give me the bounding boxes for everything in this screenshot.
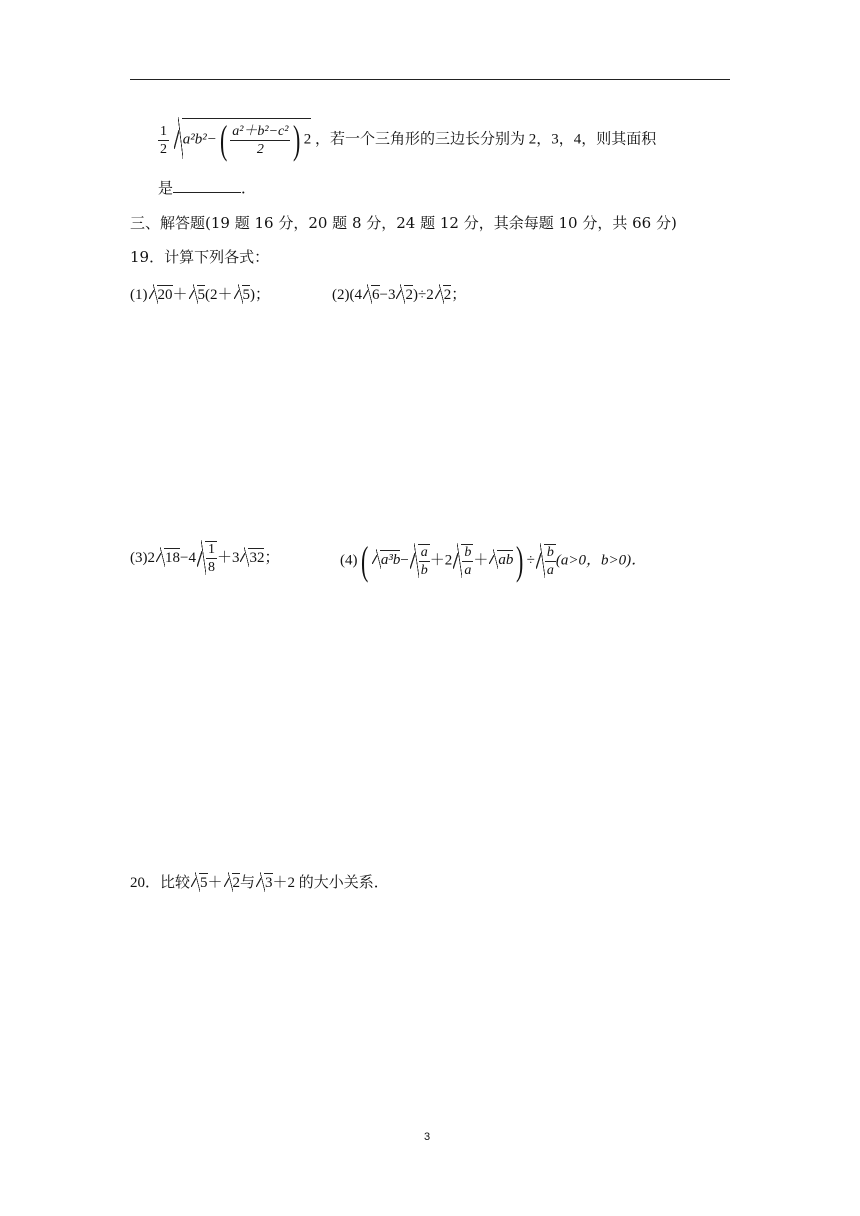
inner-fraction: $\frac{\text{a²＋b²−c²}}{2}$ (232, 123, 289, 157)
answer-blank (173, 178, 241, 193)
q20: 20．比较 5＋ 2与 3＋2 的大小关系． (130, 875, 389, 891)
formula-continuation: 是 ． (158, 179, 257, 197)
q19-stem: 19．计算下列各式： (130, 248, 270, 266)
q19-part3: (3)2 18−4 $\frac{1}{8}$ ＋3 32； (130, 542, 280, 575)
half-fraction: $\frac{1}{2}$ (160, 123, 167, 157)
section-heading: 三、解答题(19 题 16 分，20 题 8 分，24 题 12 分，其余每题 10 分，共 66 分) (130, 214, 677, 232)
big-radical: a²b²−( $\frac{\text{a²＋b²−c²}}{2}$ ) 2 (174, 118, 312, 160)
formula-line (158, 118, 656, 160)
header-rule (130, 79, 730, 80)
q19-part1: (1) 20＋ 5(2＋ 5)； (130, 287, 271, 303)
q19-part2: (2)(4 6−3 2)÷2 2； (332, 287, 467, 303)
q19-part4: (4)( a³b− $\frac{a}{b}$ ＋2 $\frac{b}{a}$ ＋ ab) ÷ $\frac{b}{a}$ (a>0，b>0)． (340, 538, 647, 583)
formula-text: ，若一个三角形的三边长分别为 2，3，4，则其面积 (315, 131, 657, 148)
page-number: 3 (424, 1131, 431, 1143)
